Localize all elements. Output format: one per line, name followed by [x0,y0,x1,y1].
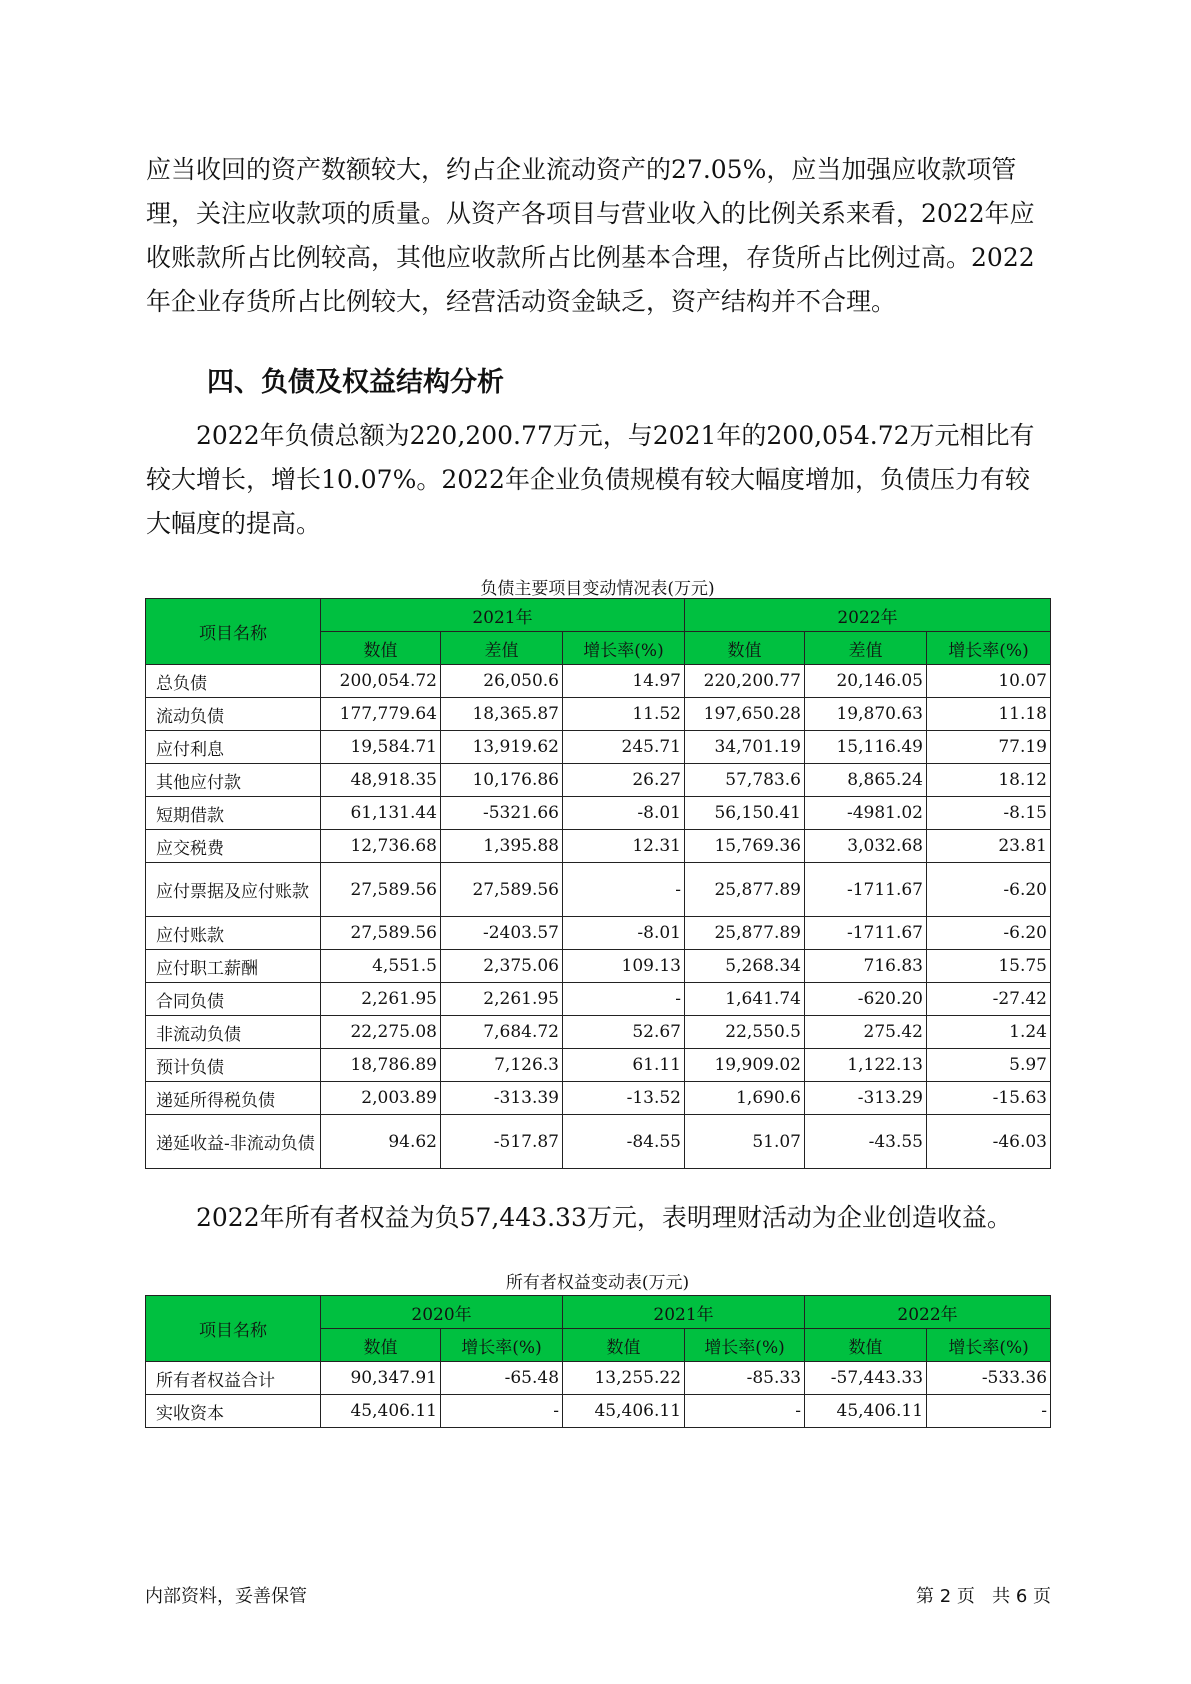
table-cell: 26.27 [563,764,685,797]
table-cell: 61,131.44 [321,797,441,830]
table-cell: 245.71 [563,731,685,764]
table-cell: - [685,1395,805,1428]
table-cell: 48,918.35 [321,764,441,797]
table-cell: 7,126.3 [441,1049,563,1082]
table-subheader: 数值 [805,1329,927,1362]
table-cell: 94.62 [321,1115,441,1169]
row-label: 应交税费 [146,830,321,863]
table-subheader: 增长率(%) [927,632,1051,665]
section-heading: 四、负债及权益结构分析 [207,367,504,398]
row-label: 非流动负债 [146,1016,321,1049]
table-cell: -15.63 [927,1082,1051,1115]
table-cell: 200,054.72 [321,665,441,698]
table-row [146,764,1051,797]
table-cell: 27,589.56 [321,863,441,917]
table-cell: 26,050.6 [441,665,563,698]
table-row [146,665,1051,698]
row-label: 其他应付款 [146,764,321,797]
table-cell: -4981.02 [805,797,927,830]
table-cell: -2403.57 [441,917,563,950]
table-cell: 15.75 [927,950,1051,983]
equity-table [145,1295,1051,1428]
table-row [146,830,1051,863]
table-cell: - [441,1395,563,1428]
table-cell: 23.81 [927,830,1051,863]
table-cell: 13,255.22 [563,1362,685,1395]
table-cell: 11.52 [563,698,685,731]
footer-page-number: 第 2 页 共 6 页 [916,1586,1051,1607]
table-cell: 109.13 [563,950,685,983]
table-cell: 90,347.91 [321,1362,441,1395]
table-cell: 12,736.68 [321,830,441,863]
table-cell: 19,584.71 [321,731,441,764]
table-subheader: 增长率(%) [927,1329,1051,1362]
table-cell: 2,261.95 [321,983,441,1016]
table-subheader: 差值 [805,632,927,665]
table-cell: 22,550.5 [685,1016,805,1049]
table-cell: 15,769.36 [685,830,805,863]
table-cell: 27,589.56 [441,863,563,917]
row-label: 应付职工薪酬 [146,950,321,983]
table-cell: 52.67 [563,1016,685,1049]
table-row [146,698,1051,731]
table-cell: -1711.67 [805,863,927,917]
table-cell: -27.42 [927,983,1051,1016]
table-subheader: 增长率(%) [563,632,685,665]
table-cell: 2,375.06 [441,950,563,983]
table-cell: 18,365.87 [441,698,563,731]
table-cell: 1.24 [927,1016,1051,1049]
row-label: 总负债 [146,665,321,698]
table-header-year: 2022年 [805,1296,1051,1329]
table-header-year: 2020年 [321,1296,563,1329]
table-cell: 13,919.62 [441,731,563,764]
table-cell: -6.20 [927,917,1051,950]
table-cell: -46.03 [927,1115,1051,1169]
table-header-year: 2022年 [685,599,1051,632]
table-cell: 1,395.88 [441,830,563,863]
table-cell: -84.55 [563,1115,685,1169]
table-cell: 57,783.6 [685,764,805,797]
table-cell: 7,684.72 [441,1016,563,1049]
table-cell: 14.97 [563,665,685,698]
table-cell: 18,786.89 [321,1049,441,1082]
table-cell: - [563,863,685,917]
table-cell: 10.07 [927,665,1051,698]
row-label: 合同负债 [146,983,321,1016]
row-label: 所有者权益合计 [146,1362,321,1395]
table-cell: 177,779.64 [321,698,441,731]
table-cell: 20,146.05 [805,665,927,698]
table-row [146,1115,1051,1169]
table-header-year: 2021年 [563,1296,805,1329]
table-cell: 1,641.74 [685,983,805,1016]
table-cell: -5321.66 [441,797,563,830]
row-label: 递延所得税负债 [146,1082,321,1115]
table-cell: 61.11 [563,1049,685,1082]
equity-paragraph: 2022年所有者权益为负57,443.33万元，表明理财活动为企业创造收益。 [196,1203,1012,1232]
table-cell: -13.52 [563,1082,685,1115]
table-cell: 5.97 [927,1049,1051,1082]
table-cell: -8.15 [927,797,1051,830]
table-cell: -517.87 [441,1115,563,1169]
row-label: 递延收益-非流动负债 [146,1115,321,1169]
table-cell: 11.18 [927,698,1051,731]
table-cell: 10,176.86 [441,764,563,797]
table-cell: 51.07 [685,1115,805,1169]
table-cell: -65.48 [441,1362,563,1395]
table-cell: 1,122.13 [805,1049,927,1082]
table-cell: 5,268.34 [685,950,805,983]
table-cell: 25,877.89 [685,863,805,917]
table-cell: 45,406.11 [563,1395,685,1428]
table-subheader: 增长率(%) [685,1329,805,1362]
table-row [146,731,1051,764]
table-cell: 12.31 [563,830,685,863]
table-row [146,917,1051,950]
table-cell: 8,865.24 [805,764,927,797]
table-header-year: 2021年 [321,599,685,632]
table-cell: 2,261.95 [441,983,563,1016]
table-cell: -1711.67 [805,917,927,950]
table-cell: 18.12 [927,764,1051,797]
table-cell: 34,701.19 [685,731,805,764]
table-cell: 275.42 [805,1016,927,1049]
table-cell: -313.39 [441,1082,563,1115]
table-row [146,863,1051,917]
table-subheader: 数值 [563,1329,685,1362]
table-header-item: 项目名称 [146,599,321,665]
table-row [146,950,1051,983]
intro-paragraph: 应当收回的资产数额较大，约占企业流动资产的27.05%，应当加强应收款项管理，关注应收款项的质量。从资产各项目与营业收入的比例关系来看，2022年应收账款所占比例较高，其他应收款所占比例基本合理，存货所占比例过高。2022年企业存货所占比例较大，经营活动资金缺乏，资产结构并不合理。 [146,155,1035,316]
table-cell: -85.33 [685,1362,805,1395]
table-cell: 19,909.02 [685,1049,805,1082]
table-cell: -8.01 [563,797,685,830]
table-cell: -313.29 [805,1082,927,1115]
row-label: 短期借款 [146,797,321,830]
table-cell: 4,551.5 [321,950,441,983]
table-cell: 19,870.63 [805,698,927,731]
table-cell: 1,690.6 [685,1082,805,1115]
row-label: 实收资本 [146,1395,321,1428]
table-cell: -8.01 [563,917,685,950]
table-cell: -57,443.33 [805,1362,927,1395]
liability-table [145,598,1051,1169]
table-subheader: 差值 [441,632,563,665]
row-label: 流动负债 [146,698,321,731]
row-label: 应付账款 [146,917,321,950]
table-cell: -620.20 [805,983,927,1016]
row-label: 预计负债 [146,1049,321,1082]
equity-table-caption: 所有者权益变动表(万元) [505,1273,690,1293]
row-label: 应付利息 [146,731,321,764]
table-cell: 220,200.77 [685,665,805,698]
table-subheader: 增长率(%) [441,1329,563,1362]
table-subheader: 数值 [321,1329,441,1362]
liability-paragraph: 2022年负债总额为220,200.77万元，与2021年的200,054.72万元相比有较大增长，增长10.07%。2022年企业负债规模有较大幅度增加，负债压力有较大幅度的提高。 [146,421,1035,538]
table-cell: 716.83 [805,950,927,983]
table-cell: 27,589.56 [321,917,441,950]
table-row [146,1082,1051,1115]
table-header-item: 项目名称 [146,1296,321,1362]
table-cell: -6.20 [927,863,1051,917]
table-row [146,1362,1051,1395]
table-cell: -43.55 [805,1115,927,1169]
table-cell: 45,406.11 [805,1395,927,1428]
table-cell: 197,650.28 [685,698,805,731]
table-cell: 25,877.89 [685,917,805,950]
table-row [146,797,1051,830]
table-cell: - [563,983,685,1016]
table-cell: 22,275.08 [321,1016,441,1049]
table-cell: 2,003.89 [321,1082,441,1115]
table-subheader: 数值 [321,632,441,665]
table-cell: -533.36 [927,1362,1051,1395]
table-cell: - [927,1395,1051,1428]
table-row [146,1049,1051,1082]
table-cell: 45,406.11 [321,1395,441,1428]
table-cell: 15,116.49 [805,731,927,764]
table-row [146,1016,1051,1049]
table-cell: 3,032.68 [805,830,927,863]
footer-left: 内部资料，妥善保管 [145,1586,307,1607]
table-subheader: 数值 [685,632,805,665]
table-cell: 77.19 [927,731,1051,764]
table-cell: 56,150.41 [685,797,805,830]
table-row [146,1395,1051,1428]
row-label: 应付票据及应付账款 [146,863,321,917]
liability-table-caption: 负债主要项目变动情况表(万元) [480,579,715,599]
table-row [146,983,1051,1016]
